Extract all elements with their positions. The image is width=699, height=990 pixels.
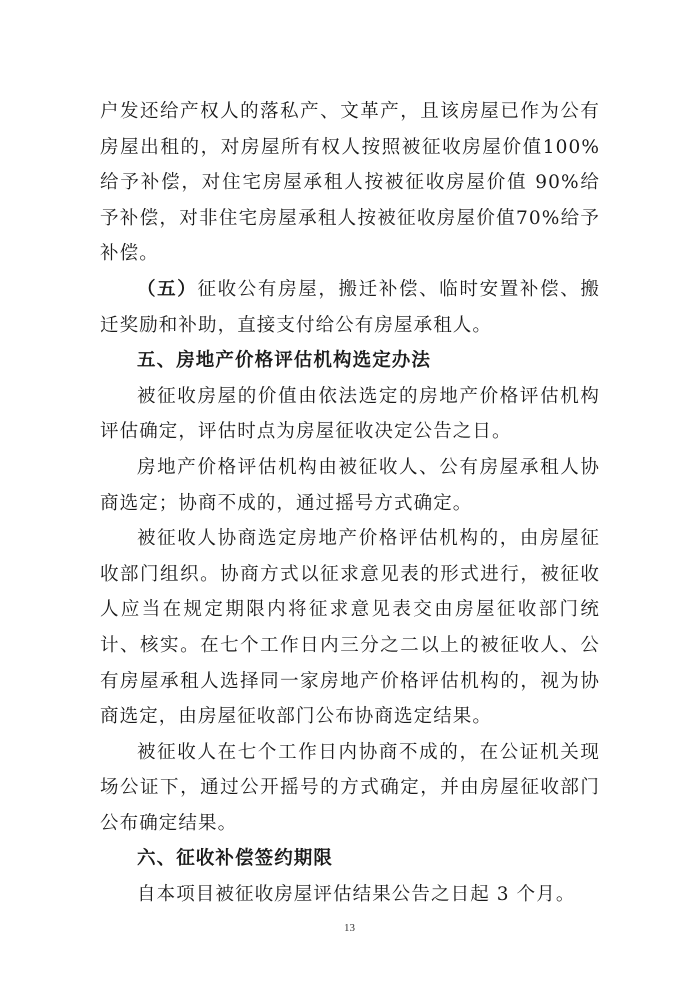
section-heading-5: 五、房地产价格评估机构选定办法 xyxy=(137,350,432,372)
section-heading-6: 六、征收补偿签约期限 xyxy=(137,848,334,870)
paragraph-item-5 xyxy=(100,272,600,343)
item-text: 征收公有房屋，搬迁补偿、临时安置补偿、搬迁奖励和补助，直接支付给公有房屋承租人。 xyxy=(100,278,600,336)
page-number: 13 xyxy=(344,922,355,934)
paragraph-valuation: 被征收房屋的价值由依法选定的房地产价格评估机构评估确定，评估时点为房屋征收决定公告之日。 xyxy=(100,385,600,443)
paragraph-continuation: 户发还给产权人的落私产、文革产，且该房屋已作为公有房屋出租的，对房屋所有权人按照被征收房屋价值100%给予补偿，对住宅房屋承租人按被征收房屋价值 90%给予补偿，对非住宅房屋承租人按被征收房屋价值70%给予补偿。 xyxy=(100,101,600,265)
paragraph-selection: 房地产价格评估机构由被征收人、公有房屋承租人协商选定；协商不成的，通过摇号方式确定。 xyxy=(100,456,600,514)
item-label: （五） xyxy=(137,278,198,300)
paragraph-lottery: 被征收人在七个工作日内协商不成的，在公证机关现场公证下，通过公开摇号的方式确定，并由房屋征收部门公布确定结果。 xyxy=(100,741,600,834)
document-body xyxy=(100,94,600,913)
paragraph-negotiation: 被征收人协商选定房地产价格评估机构的，由房屋征收部门组织。协商方式以征求意见表的形式进行，被征收人应当在规定期限内将征求意见表交由房屋征收部门统计、核实。在七个工作日内三分之二以上的被征收人、公有房屋承租人选择同一家房地产价格评估机构的，视为协商选定，由房屋征收部门公布协商选定结果。 xyxy=(100,528,600,728)
paragraph-deadline: 自本项目被征收房屋评估结果公告之日起 3 个月。 xyxy=(137,884,576,906)
